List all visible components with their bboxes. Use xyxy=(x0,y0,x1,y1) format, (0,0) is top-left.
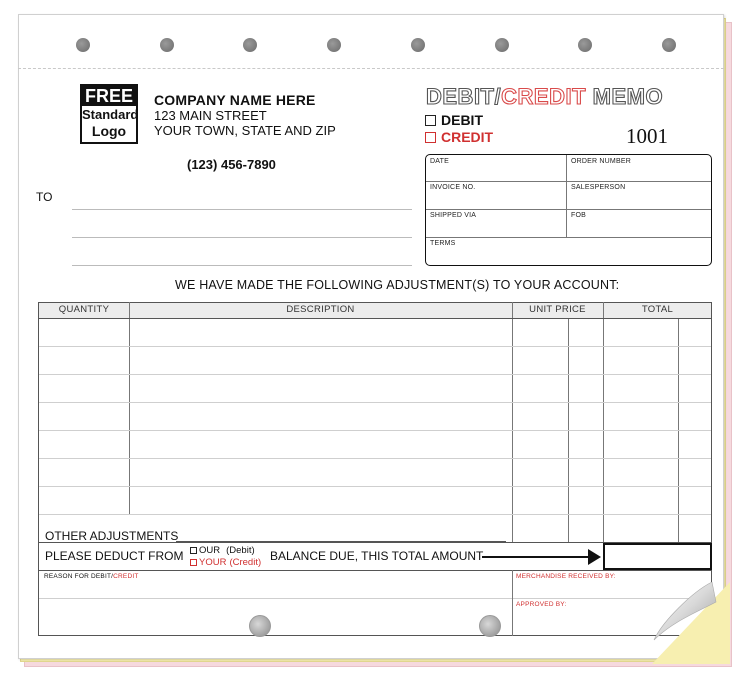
our-note: (Debit) xyxy=(226,545,255,556)
binder-hole-bottom xyxy=(249,615,271,637)
merchandise-received-label: MERCHANDISE RECEIVED BY: xyxy=(516,573,616,580)
adjustment-table xyxy=(38,302,712,636)
fob-field[interactable]: FOB xyxy=(571,212,586,219)
your-note: (Credit) xyxy=(229,557,262,568)
binder-hole xyxy=(578,38,592,52)
adjustment-heading: WE HAVE MADE THE FOLLOWING ADJUSTMENT(S) TO YOUR ACCOUNT: xyxy=(175,278,620,292)
debit-checkbox[interactable] xyxy=(425,115,436,126)
to-label: TO xyxy=(36,190,53,204)
arrow-head-icon xyxy=(588,549,601,565)
table-row-line xyxy=(39,402,711,403)
table-row-line xyxy=(39,346,711,347)
binder-hole xyxy=(327,38,341,52)
page-curl-icon xyxy=(652,582,730,664)
company-phone: (123) 456-7890 xyxy=(187,157,276,172)
table-row-line xyxy=(39,486,711,487)
title-debit: DEBIT/ xyxy=(426,84,502,109)
shipped-via-field[interactable]: SHIPPED VIA xyxy=(430,212,477,219)
column-divider xyxy=(603,302,604,542)
your-checkbox[interactable] xyxy=(190,559,197,566)
our-label: OUR xyxy=(199,545,221,556)
binder-hole xyxy=(411,38,425,52)
info-divider xyxy=(426,237,711,238)
unit-price-header: UNIT PRICE xyxy=(529,304,586,315)
terms-field[interactable]: TERMS xyxy=(430,240,456,247)
footer-row-line xyxy=(39,598,711,599)
binder-hole xyxy=(495,38,509,52)
reason-prefix: REASON FOR DEBIT/ xyxy=(44,573,114,580)
debit-label: DEBIT xyxy=(441,112,483,128)
our-option[interactable] xyxy=(190,545,255,556)
table-row-line xyxy=(39,458,711,459)
your-label: YOUR xyxy=(199,557,227,568)
arrow-icon xyxy=(482,556,590,558)
memo-number: 1001 xyxy=(626,124,668,148)
binder-hole-bottom xyxy=(479,615,501,637)
balance-due-label: BALANCE DUE, THIS TOTAL AMOUNT xyxy=(270,549,484,563)
other-adjustments-line[interactable] xyxy=(176,541,506,542)
title-memo: MEMO xyxy=(586,84,664,109)
company-logo xyxy=(80,84,138,144)
to-address-line[interactable] xyxy=(72,265,412,266)
footer-divider xyxy=(512,570,513,636)
reason-label xyxy=(44,573,139,580)
title-credit: CREDIT xyxy=(501,84,587,109)
logo-free-text: FREE xyxy=(82,86,136,106)
credit-checkbox[interactable] xyxy=(425,132,436,143)
our-checkbox[interactable] xyxy=(190,547,197,554)
order-number-field[interactable]: ORDER NUMBER xyxy=(571,158,631,165)
debit-option[interactable] xyxy=(425,112,483,128)
binder-hole xyxy=(243,38,257,52)
credit-option[interactable] xyxy=(425,129,493,145)
order-info-box xyxy=(425,154,712,266)
approved-by-label: APPROVED BY: xyxy=(516,601,567,608)
table-row-line xyxy=(39,514,711,515)
binder-holes xyxy=(0,0,749,60)
invoice-no-field[interactable]: INVOICE NO. xyxy=(430,184,476,191)
total-header: TOTAL xyxy=(641,304,674,315)
credit-label: CREDIT xyxy=(441,129,494,145)
column-divider xyxy=(129,302,130,514)
perforation-line xyxy=(18,68,724,69)
info-divider xyxy=(566,155,567,237)
company-city-line: YOUR TOWN, STATE AND ZIP xyxy=(154,123,336,138)
company-address: 123 MAIN STREET xyxy=(154,108,267,123)
deduct-label: PLEASE DEDUCT FROM xyxy=(45,549,184,563)
binder-hole xyxy=(76,38,90,52)
table-row-line xyxy=(39,374,711,375)
logo-standard-text: Standard xyxy=(82,107,139,122)
reason-suffix: CREDIT xyxy=(113,573,139,580)
description-header: DESCRIPTION xyxy=(286,304,355,315)
table-section-divider xyxy=(38,570,712,571)
logo-logo-text: Logo xyxy=(91,123,127,139)
info-divider xyxy=(426,181,711,182)
company-name: COMPANY NAME HERE xyxy=(154,92,316,108)
salesperson-field[interactable]: SALESPERSON xyxy=(571,184,626,191)
column-divider xyxy=(512,302,513,542)
binder-hole xyxy=(160,38,174,52)
balance-total-box[interactable] xyxy=(603,543,712,570)
info-divider xyxy=(426,209,711,210)
quantity-header: QUANTITY xyxy=(58,304,110,315)
date-field[interactable]: DATE xyxy=(430,158,449,165)
header-divider xyxy=(38,318,712,319)
binder-hole xyxy=(662,38,676,52)
to-address-line[interactable] xyxy=(72,237,412,238)
memo-title xyxy=(426,84,663,110)
to-address-line[interactable] xyxy=(72,209,412,210)
your-option[interactable] xyxy=(190,557,261,568)
other-adjustments-label: OTHER ADJUSTMENTS xyxy=(45,529,179,543)
table-row-line xyxy=(39,430,711,431)
